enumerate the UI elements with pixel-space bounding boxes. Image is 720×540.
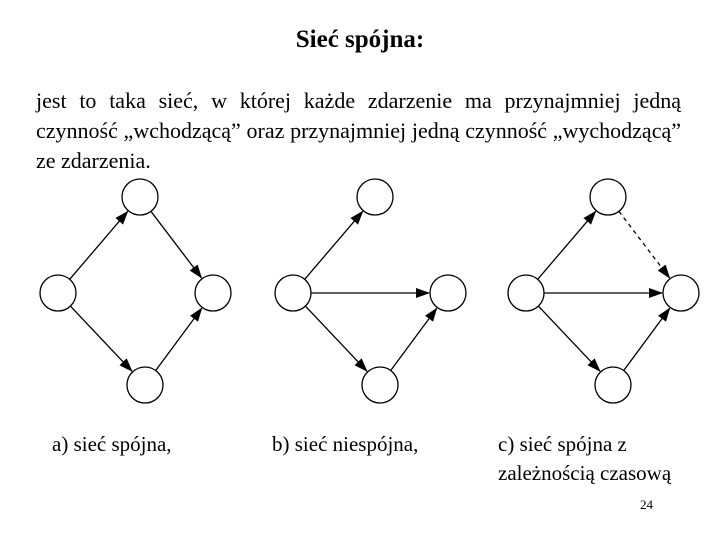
caption-b: b) sieć niespójna, (272, 432, 419, 456)
node-right (663, 275, 699, 311)
node-top (590, 179, 626, 215)
node-left (40, 275, 76, 311)
slide-title: Sieć spójna: (295, 26, 425, 53)
edge-left-to-top (538, 211, 596, 279)
diagram-connected-network (40, 179, 231, 403)
caption-c-line2: zależnością czasową (498, 461, 672, 485)
node-right (195, 275, 231, 311)
edge-left-to-bottom (305, 306, 367, 371)
node-left (508, 275, 544, 311)
edge-left-to-bottom (538, 306, 600, 371)
caption-c (498, 430, 671, 488)
definition-paragraph: jest to taka sieć, w której każde zdarzenie ma przynajmniej jedną czynność „wchodzącą” oraz przynajmniej jedną czynność „wychodzącą” ze zdarzenia. (36, 88, 681, 173)
edge-left-to-top (70, 211, 128, 279)
edge-bottom-to-right (391, 308, 437, 370)
edge-top-to-right (151, 211, 202, 278)
node-left (275, 275, 311, 311)
edge-left-to-bottom (70, 306, 132, 371)
caption-c-line1: c) sieć spójna z (498, 432, 627, 456)
node-top (357, 179, 393, 215)
node-bottom (127, 367, 163, 403)
edge-bottom-to-right (156, 308, 202, 370)
caption-a: a) sieć spójna, (52, 432, 172, 456)
diagram-disconnected-network (275, 179, 466, 403)
diagram-connected-network-time-dependency (508, 179, 699, 403)
node-bottom (362, 367, 398, 403)
edge-top-to-right (619, 211, 670, 278)
node-bottom (595, 367, 631, 403)
edge-left-to-top (305, 211, 363, 279)
node-right (430, 275, 466, 311)
edge-bottom-to-right (624, 308, 670, 370)
page-number: 24 (640, 497, 653, 512)
node-top (122, 179, 158, 215)
